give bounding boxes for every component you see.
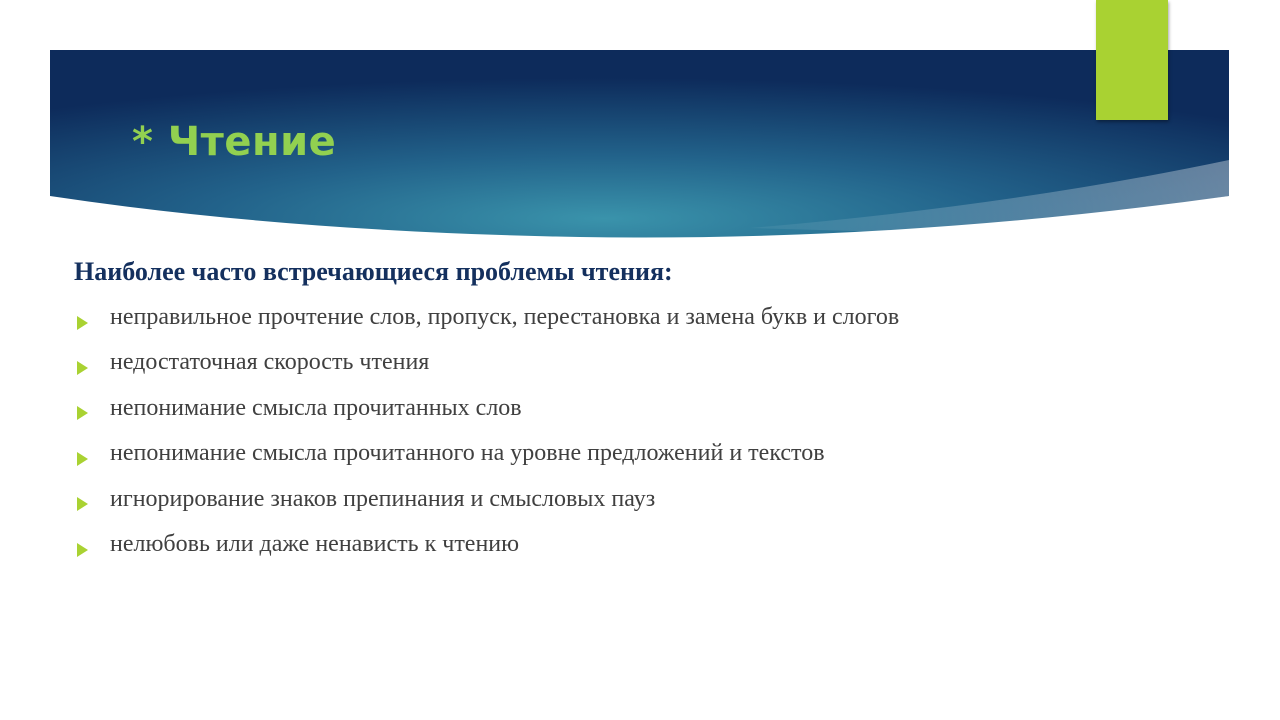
triangle-right-icon [77, 361, 88, 375]
bullet-list [74, 301, 1214, 573]
triangle-right-icon [77, 316, 88, 330]
list-item [74, 528, 1214, 573]
triangle-right-icon [77, 497, 88, 511]
list-item-text: нелюбовь или даже ненависть к чтению [110, 530, 520, 557]
list-item-text: неправильное прочтение слов, пропуск, перестановка и замена букв и слогов [110, 304, 900, 330]
content-subheading: Наиболее часто встречающиеся проблемы чтения: [74, 257, 673, 286]
triangle-right-icon [77, 406, 88, 420]
slide-content [74, 252, 1214, 573]
list-item-text: непонимание смысла прочитанного на уровне предложений и текстов [110, 440, 825, 467]
slide-title: * Чтение [132, 119, 337, 165]
list-item-text: непонимание смысла прочитанных слов [110, 394, 522, 421]
list-item-text: недостаточная скорость чтения [110, 349, 430, 376]
triangle-right-icon [77, 543, 88, 557]
triangle-right-icon [77, 452, 88, 466]
accent-tab [1096, 0, 1168, 120]
list-item-text: игнорирование знаков препинания и смысловых пауз [110, 485, 656, 512]
